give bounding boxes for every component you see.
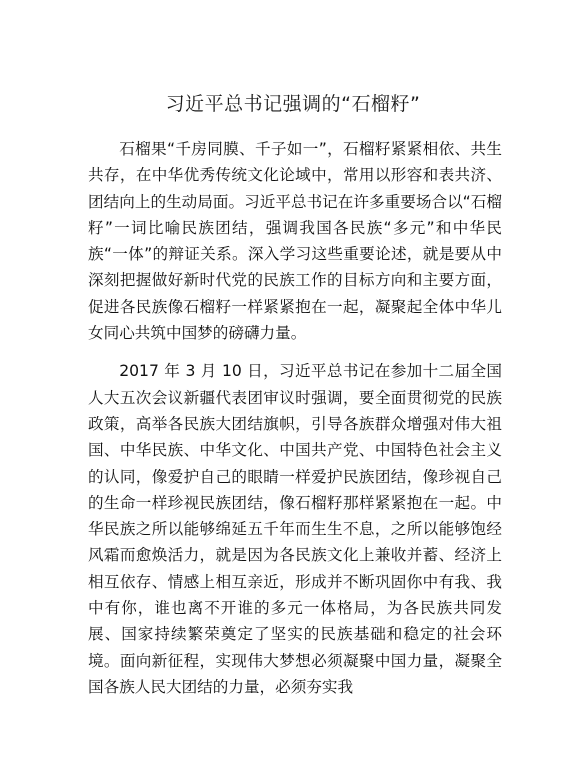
paragraph: 石榴果“千房同膜、千子如一”，石榴籽紧紧相依、共生共存，在中华优秀传统文化论域中，常用以形容和表共济、团结向上的生动局面。习近平总书记在许多重要场合以“石榴籽”一词比喻民族团结，强调我国各民族“多元”和中华民族“一体”的辩证关系。深入学习这些重要论述，就是要从中深刻把握做好新时代党的民族工作的目标方向和主要方面，促进各民族像石榴籽一样紧紧抱在一起，凝聚起全体中华儿女同心共筑中国梦的磅礴力量。 (88, 140, 502, 343)
paragraph: 2017 年 3 月 10 日，习近平总书记在参加十二届全国人大五次会议新疆代表团审议时强调，要全面贯彻党的民族政策，高举各民族大团结旗帜，引导各族群众增强对伟大祖国、中华民族、中华文化、中国共产党、中国特色社会主义的认同，像爱护自己的眼睛一样爱护民族团结，像珍视自己的生命一样珍视民族团结，像石榴籽那样紧紧抱在一起。中华民族之所以能够绵延五千年而生生不息，之所以能够饱经风霜而愈焕活力，就是因为各民族文化上兼收并蓄、经济上相互依存、情感上相互亲近，形成并不断巩固你中有我、我中有你，谁也离不开谁的多元一体格局，为各民族共同发展、国家持续繁荣奠定了坚实的民族基础和稳定的社会环境。面向新征程，实现伟大梦想必须凝聚中国力量，凝聚全国各族人民大团结的力量，必须夯实我 (88, 362, 502, 696)
document-title: 习近平总书记强调的“石榴籽” (165, 93, 421, 115)
document-body (88, 136, 502, 700)
